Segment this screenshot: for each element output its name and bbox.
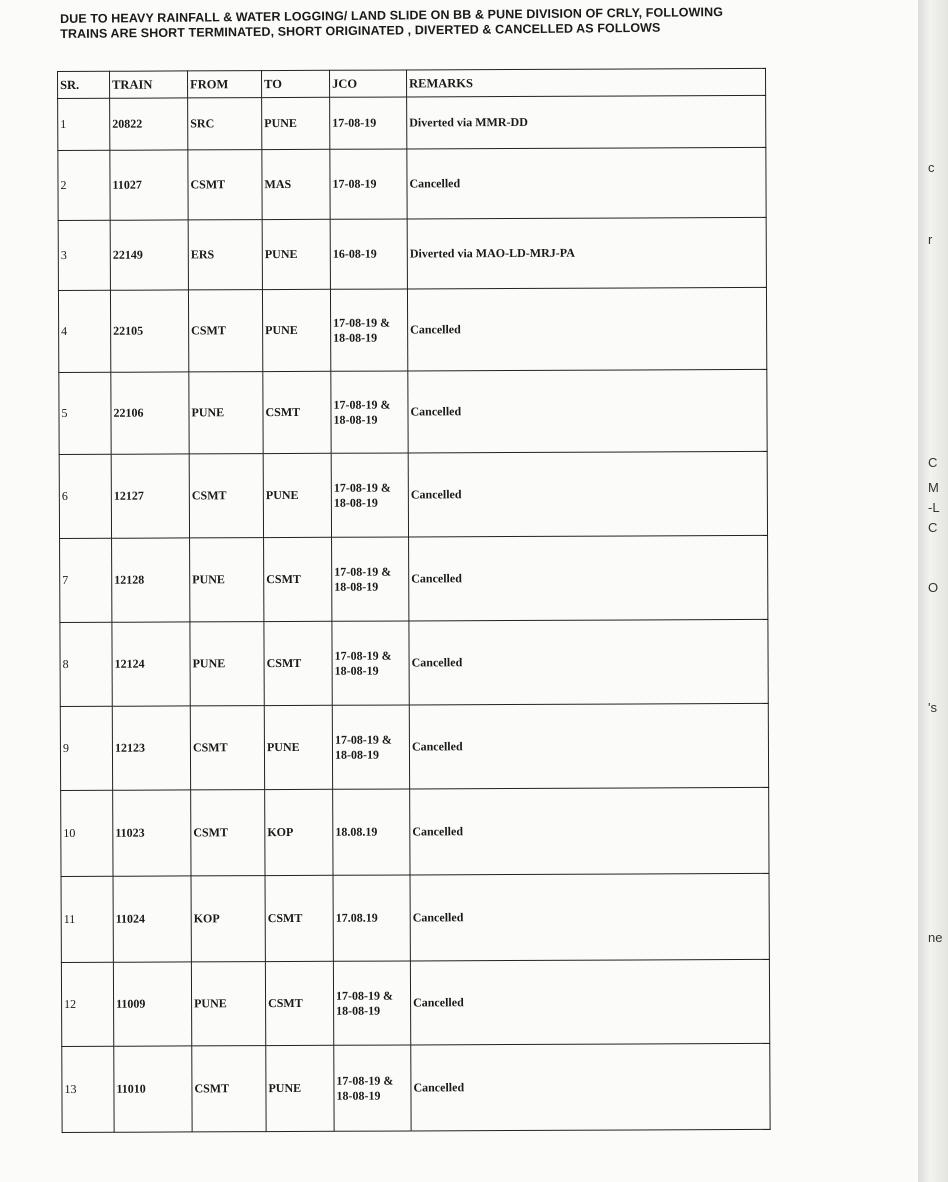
table-row	[58, 287, 766, 372]
cell-to: PUNE	[262, 219, 330, 289]
header-sr: SR.	[58, 71, 110, 98]
cell-from: PUNE	[191, 962, 265, 1046]
cell-sr: 4	[58, 290, 110, 372]
cell-to: KOP	[265, 789, 333, 875]
table-row	[60, 535, 768, 622]
cell-jco	[331, 453, 408, 537]
jco-date: 17-08-19 &	[336, 1073, 394, 1088]
cell-train: 12127	[111, 454, 189, 538]
cell-jco	[330, 289, 407, 371]
edge-fragment: O	[928, 580, 939, 595]
cell-jco	[333, 789, 410, 875]
cell-sr: 2	[58, 150, 110, 220]
jco-date: 18-08-19	[333, 330, 378, 345]
notice-heading	[60, 5, 760, 42]
jco-date: 18-08-19	[333, 495, 378, 510]
jco-date: 18-08-19	[336, 1003, 381, 1018]
edge-fragment: -L	[928, 500, 940, 515]
cell-sr: 1	[58, 98, 110, 150]
cell-to: CSMT	[263, 371, 331, 453]
table-row	[59, 451, 767, 538]
jco-date: 17-08-19	[332, 176, 377, 191]
jco-date: 17-08-19 &	[334, 564, 392, 579]
cell-jco	[332, 537, 409, 621]
jco-date: 18-08-19	[334, 663, 379, 678]
cell-remarks: Cancelled	[410, 959, 769, 1045]
cell-train: 12123	[112, 706, 190, 790]
cell-remarks: Cancelled	[408, 451, 767, 537]
cell-sr: 12	[61, 962, 113, 1046]
cell-to: PUNE	[266, 1045, 334, 1131]
jco-date: 18-08-19	[334, 579, 379, 594]
train-table	[57, 68, 771, 1133]
cell-jco	[330, 97, 407, 149]
jco-date: 17-08-19 &	[334, 648, 392, 663]
cell-from: SRC	[188, 98, 262, 150]
edge-fragment: C	[928, 520, 938, 535]
jco-date: 17-08-19 &	[333, 397, 391, 412]
cell-from: CSMT	[188, 290, 262, 372]
cell-to: PUNE	[263, 453, 331, 537]
edge-fragment: C	[928, 455, 938, 470]
table-row	[59, 369, 767, 454]
cell-to: CSMT	[264, 537, 332, 621]
table-body	[58, 95, 771, 1132]
cell-sr: 10	[61, 790, 113, 876]
cell-remarks: Cancelled	[409, 703, 768, 789]
cell-jco	[331, 371, 408, 453]
table-row	[58, 147, 766, 220]
notice-line-2: TRAINS ARE SHORT TERMINATED, SHORT ORIGINATED , DIVERTED & CANCELLED AS FOLLOWS	[60, 20, 661, 41]
cell-jco	[330, 149, 407, 219]
cell-train: 12128	[112, 538, 190, 622]
cell-to: MAS	[262, 149, 330, 219]
cell-train: 11027	[110, 150, 188, 220]
cell-to: CSMT	[264, 621, 332, 705]
cell-train: 22106	[111, 372, 189, 454]
cell-train: 11023	[113, 790, 191, 876]
cell-train: 12124	[112, 622, 190, 706]
cell-remarks: Cancelled	[407, 287, 766, 371]
header-from: FROM	[188, 71, 262, 98]
cell-sr: 11	[61, 876, 113, 962]
train-table-wrapper	[57, 68, 770, 1133]
jco-date: 18.08.19	[335, 824, 378, 839]
table-row	[58, 95, 766, 150]
cell-from: CSMT	[189, 454, 263, 538]
cell-train: 22105	[110, 290, 188, 372]
cell-train: 11024	[113, 876, 191, 962]
jco-date: 17-08-19 &	[334, 732, 392, 747]
cell-from: CSMT	[188, 150, 262, 220]
edge-fragment: 's	[928, 700, 937, 715]
jco-date: 17-08-19 &	[333, 480, 391, 495]
cell-jco	[333, 875, 410, 961]
table-row	[60, 703, 768, 790]
cell-to: PUNE	[262, 97, 330, 149]
cell-from: PUNE	[190, 622, 264, 706]
cell-sr: 9	[60, 706, 112, 790]
jco-date: 18-08-19	[333, 412, 378, 427]
table-row	[61, 873, 769, 962]
edge-fragment: M	[928, 480, 939, 495]
cell-from: PUNE	[189, 372, 263, 454]
header-train: TRAIN	[110, 71, 188, 98]
header-to: TO	[262, 70, 330, 97]
cell-remarks: Diverted via MAO-LD-MRJ-PA	[407, 217, 766, 289]
table-row	[61, 787, 769, 876]
cell-from: KOP	[191, 876, 265, 962]
cell-sr: 5	[59, 372, 111, 454]
cell-train: 11010	[114, 1046, 192, 1132]
jco-date: 17-08-19	[332, 115, 377, 130]
cell-to: CSMT	[265, 961, 333, 1045]
cell-remarks: Cancelled	[410, 787, 769, 875]
cell-jco	[332, 705, 409, 789]
jco-date: 18-08-19	[336, 1088, 381, 1103]
header-jco: JCO	[329, 70, 406, 97]
cell-train: 11009	[113, 962, 191, 1046]
table-row	[58, 217, 766, 290]
jco-date: 17-08-19 &	[333, 315, 391, 330]
cell-remarks: Cancelled	[411, 1043, 770, 1131]
table-header-row	[58, 68, 766, 98]
jco-date: 17-08-19 &	[336, 988, 394, 1003]
cell-from: CSMT	[192, 1046, 266, 1132]
cell-remarks: Diverted via MMR-DD	[407, 95, 766, 149]
edge-fragment: r	[928, 232, 933, 247]
cell-remarks: Cancelled	[407, 147, 766, 219]
cell-to: CSMT	[265, 875, 333, 961]
cell-from: ERS	[188, 220, 262, 290]
cell-to: PUNE	[264, 705, 332, 789]
cell-sr: 6	[59, 454, 111, 538]
table-row	[61, 959, 769, 1046]
notice-line-1: DUE TO HEAVY RAINFALL & WATER LOGGING/ LAND SLIDE ON BB & PUNE DIVISION OF CRLY, FOLLOWING	[60, 5, 724, 26]
cell-remarks: Cancelled	[409, 535, 768, 621]
cell-jco	[332, 621, 409, 705]
table-row	[62, 1043, 770, 1132]
cell-from: CSMT	[191, 790, 265, 876]
jco-date: 17.08.19	[335, 910, 378, 925]
cell-sr: 3	[58, 220, 110, 290]
cell-from: PUNE	[190, 538, 264, 622]
cell-sr: 7	[60, 538, 112, 622]
cell-train: 22149	[110, 220, 188, 290]
cell-from: CSMT	[190, 706, 264, 790]
cell-sr: 13	[62, 1046, 114, 1132]
cell-jco	[334, 1045, 411, 1131]
cell-remarks: Cancelled	[409, 619, 768, 705]
cell-sr: 8	[60, 622, 112, 706]
cell-jco	[330, 219, 407, 289]
cell-remarks: Cancelled	[410, 873, 769, 961]
edge-fragment: c	[928, 160, 935, 175]
jco-date: 16-08-19	[332, 246, 377, 261]
cell-remarks: Cancelled	[408, 369, 767, 453]
table-row	[60, 619, 768, 706]
jco-date: 18-08-19	[334, 747, 380, 762]
cell-jco	[333, 961, 410, 1045]
header-remarks: REMARKS	[406, 68, 765, 97]
edge-fragment: ne	[928, 930, 943, 945]
cell-to: PUNE	[262, 289, 330, 371]
cell-train: 20822	[110, 98, 188, 150]
